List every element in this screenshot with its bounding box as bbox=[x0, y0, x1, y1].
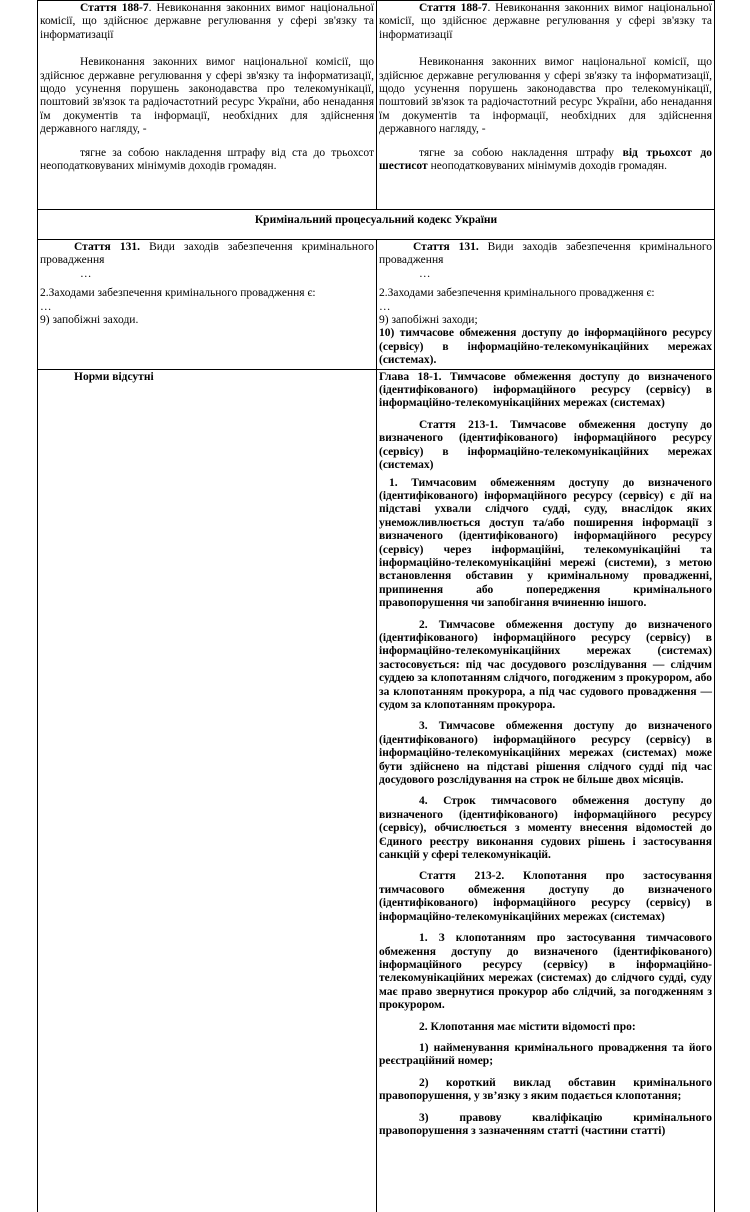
ellipsis: … bbox=[419, 267, 431, 280]
current-version-cell bbox=[38, 369, 377, 1212]
article-title: Клопотання про застосування тимчасового обмеження доступу до визначеного (ідентифікованого) інформаційного ресурсу (сервісу) в інформаційно-телекомунікаційних мережах (системах) bbox=[379, 870, 712, 923]
article-paragraph: 2. Клопотання має містити відомості про: bbox=[419, 1020, 636, 1033]
ellipsis: … bbox=[379, 300, 391, 313]
list-item: 3) правову кваліфікацію кримінального правопорушення з зазначенням статті (частини статті) bbox=[379, 1111, 712, 1137]
article-paragraph: 2.Заходами забезпечення кримінального провадження є: bbox=[379, 287, 655, 300]
current-version-cell bbox=[38, 240, 377, 370]
ellipsis: … bbox=[80, 267, 92, 280]
proposed-version-cell bbox=[377, 1, 715, 210]
article-paragraph: 2. Тимчасове обмеження доступу до визначеного (ідентифікованого) інформаційного ресурсу (сервісу) в інформаційно-телекомунікаційних мережах (системах) застосовується: під час досудового розслідування — слідчим суддею за клопотанням слідчого, погодженим з прокурором, або за клопотанням прокурора, а під час судового провадження — судом за клопотанням прокурора. bbox=[379, 618, 712, 711]
list-item: 1) найменування кримінального провадження та його реєстраційний номер; bbox=[379, 1041, 712, 1068]
added-paragraph: 10) тимчасове обмеження доступу до інформаційного ресурсу (сервісу) в інформаційно-телекомунікаційних мережах (системах). bbox=[379, 327, 712, 367]
article-paragraph: Невиконання законних вимог національної комісії, що здійснює державне регулювання у сфері зв'язку та інформатизації, щодо усунення порушень законодавства про телекомунікації, поштовий зв'язок та радіочастотний ресурс України, або ненадання їм документів та інформації, необхідних для здійснення державного нагляду, - bbox=[379, 56, 712, 136]
article-title: Види заходів забезпечення кримінального провадження bbox=[40, 241, 375, 267]
article-heading bbox=[379, 870, 712, 924]
comparison-table-document bbox=[37, 0, 710, 1212]
article-paragraph bbox=[379, 147, 712, 174]
current-version-cell bbox=[38, 1, 377, 210]
article-number: Стаття 131. bbox=[74, 241, 140, 253]
article-heading: Стаття 213-1. Тимчасове обмеження доступу до визначеного (ідентифікованого) інформаційного ресурсу (сервісу) в інформаційно-телекомунікаційних мережах (системах) bbox=[379, 418, 712, 472]
list-item: 2) короткий виклад обставин кримінального правопорушення, у зв’язку з яким подається клопотання; bbox=[379, 1076, 712, 1103]
article-paragraph: 2.Заходами забезпечення кримінального провадження є: bbox=[40, 287, 316, 300]
proposed-version-cell bbox=[377, 240, 715, 370]
article-heading bbox=[40, 2, 374, 42]
changed-text: від трьохсот до шестисот bbox=[379, 146, 712, 173]
absent-norms-label: Норми відсутні bbox=[74, 370, 154, 383]
table-row-article-188-7 bbox=[38, 1, 715, 210]
table-row-section-title bbox=[38, 210, 715, 240]
ellipsis: … bbox=[40, 300, 52, 313]
comparison-table bbox=[37, 0, 715, 1212]
article-paragraph: тягне за собою накладення штрафу від ста до трьохсот неоподатковуваних мінімумів доходів громадян. bbox=[40, 146, 374, 173]
article-heading bbox=[379, 2, 712, 42]
article-paragraph: 3. Тимчасове обмеження доступу до визначеного (ідентифікованого) інформаційного ресурсу (сервісу) в інформаційно-телекомунікаційних мережах (системах) може бути здійснено на підставі рішення слідчого судді під час досудового розслідування на строк не більше двох місяців. bbox=[379, 720, 712, 787]
article-paragraph: 1. З клопотанням про застосування тимчасового обмеження доступу до визначеного (ідентифікованого) інформаційного ресурсу (сервісу) в інформаційно-телекомунікаційних мережах (системах) до слідчого судді, суду має право звернутися прокурор або слідчий, за погодженням з прокурором. bbox=[379, 932, 712, 1012]
proposed-version-cell bbox=[377, 369, 715, 1212]
article-paragraph: 9) запобіжні заходи; bbox=[379, 314, 478, 327]
article-title: . Невиконання законних вимог національної комісії, що здійснює державне регулювання у сфері зв'язку та інформатизації bbox=[379, 2, 712, 41]
table-row-chapter-18-1 bbox=[38, 369, 715, 1212]
article-number: Стаття 131. bbox=[413, 241, 479, 253]
article-paragraph: Невиконання законних вимог національної комісії, що здійснює державне регулювання у сфері зв'язку та інформатизації, щодо усунення порушень законодавства про телекомунікації, поштовий зв'язок та радіочастотний ресурс України, або ненадання їм документів та інформації, необхідних для здійснення державного нагляду, - bbox=[40, 56, 374, 136]
article-paragraph: 4. Строк тимчасового обмеження доступу до визначеного (ідентифікованого) інформаційного ресурсу (сервісу), обчислюється з моменту внесення відомостей до Єдиного реєстру виконання судових рішень і застосування санкцій у сфері телекомунікацій. bbox=[379, 795, 712, 862]
article-paragraph: 1. Тимчасовим обмеженням доступу до визначеного (ідентифікованого) інформаційного ресурсу (сервісу) є дії на підставі ухвали слідчого судді, суду, внаслідок яких унеможливлюється доступ та/або поширення інформації з визначеного (ідентифікованого) інформаційного ресурсу (сервісу) через інформаційні, телекомунікаційні та інформаційно-телекомунікаційні мережі (системи), з метою встановлення обставин у кримінальному провадженні, припинення або попередження кримінального правопорушення чи запобігання вчиненню іншого. bbox=[379, 476, 712, 610]
text-fragment: тягне за собою накладення штрафу bbox=[419, 146, 623, 159]
article-number: Стаття 188-7 bbox=[80, 2, 149, 14]
text-fragment: неоподатковуваних мінімумів доходів громадян. bbox=[427, 160, 668, 173]
article-title: . Невиконання законних вимог національної комісії, що здійснює державне регулювання у сфері зв'язку та інформатизації bbox=[40, 2, 374, 41]
table-row-article-131 bbox=[38, 240, 715, 370]
chapter-heading: Глава 18-1. Тимчасове обмеження доступу до визначеного (ідентифікованого) інформаційного ресурсу (сервісу) в інформаційно-телекомунікаційних мережах (системах) bbox=[379, 370, 712, 410]
article-number: Стаття 188-7 bbox=[419, 2, 488, 14]
section-title: Кримінальний процесуальний кодекс України bbox=[38, 210, 715, 240]
article-paragraph: 9) запобіжні заходи. bbox=[40, 314, 139, 327]
article-title: Види заходів забезпечення кримінального провадження bbox=[379, 241, 712, 267]
article-number: Стаття 213-2. bbox=[419, 870, 505, 883]
article-heading bbox=[40, 241, 374, 268]
article-heading bbox=[379, 241, 712, 268]
